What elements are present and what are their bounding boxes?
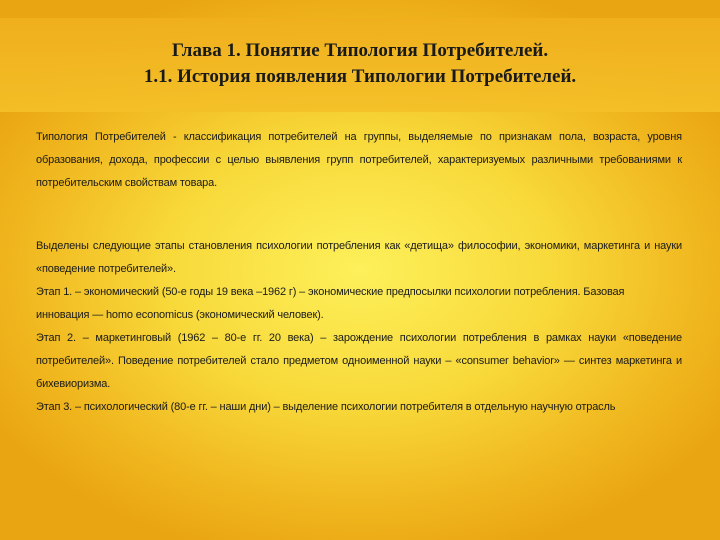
title-line-2: 1.1. История появления Типологии Потребителей. (143, 66, 577, 87)
intro-paragraph: Типология Потребителей - классификация потребителей на группы, выделяемые по признакам пола, возраста, уровня образования, дохода, профессии с целью выявления групп потребителей, характеризуемых различными требованиями к потребительским свойствам товара. (36, 131, 682, 189)
paragraph-spacer (36, 195, 682, 235)
stage-1-line-b: инновация — homo economicus (экономический человек). (36, 309, 324, 321)
slide-body (36, 126, 682, 419)
stages-intro-paragraph: Выделены следующие этапы становления психологии потребления как «детища» философии, экономики, маркетинга и науки «поведение потребителей». (36, 240, 682, 275)
stage-2-paragraph: Этап 2. – маркетинговый (1962 – 80-е гг. 20 века) – зарождение психологии потребления в рамках науки «поведение потребителей». Поведение потребителей стало предметом одноименной науки – «consumer behavior» — синтез маркетинга и бихевиоризма. (36, 332, 682, 390)
title-line-1: Глава 1. Понятие Типология Потребителей. (171, 40, 549, 61)
stage-3-paragraph: Этап 3. – психологический (80-е гг. – наши дни) – выделение психологии потребителя в отдельную научную отрасль (36, 401, 616, 413)
stage-1-line-a: Этап 1. – экономический (50-е годы 19 века –1962 г) – экономические предпосылки психологии потребления. Базовая (36, 286, 625, 298)
slide-title (0, 38, 720, 90)
stage-1-paragraph (36, 281, 682, 327)
